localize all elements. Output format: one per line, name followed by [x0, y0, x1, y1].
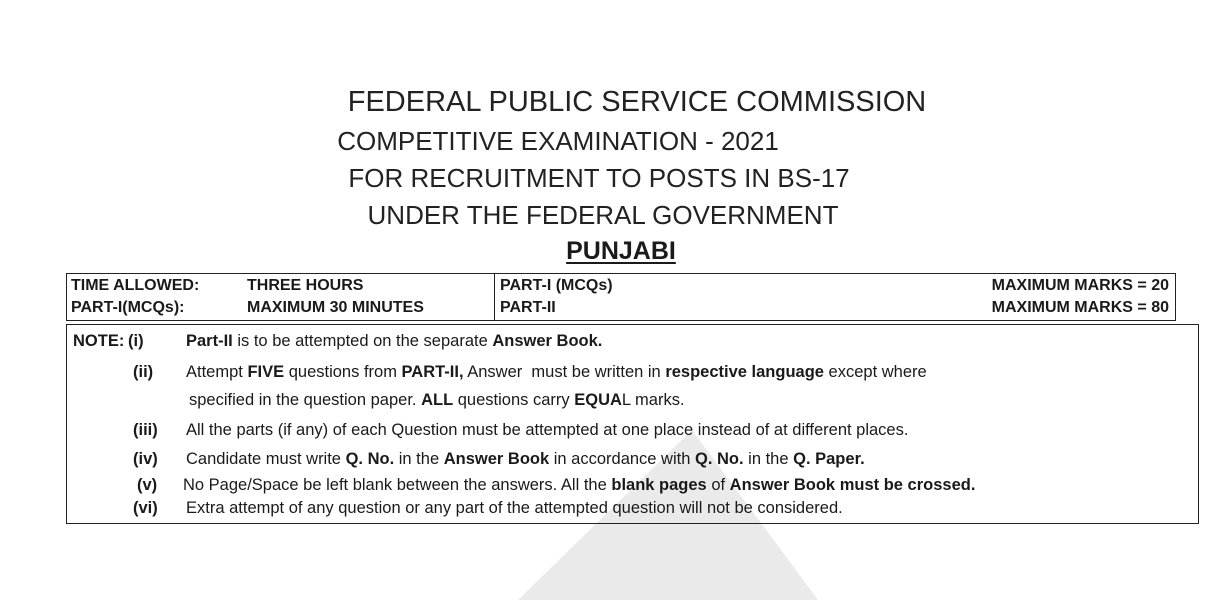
- emphasized-text: Answer Book: [443, 450, 550, 468]
- text-run: Candidate must write: [186, 450, 346, 468]
- emphasized-text: EQUA: [574, 391, 622, 409]
- text-run: of: [706, 476, 730, 494]
- note-item-text: [183, 476, 975, 495]
- note-item-number: (v): [137, 476, 158, 494]
- note-item-text: [186, 363, 927, 382]
- emphasized-text: Answer Book must be crossed.: [729, 476, 976, 494]
- text-run: in accordance with: [549, 450, 695, 468]
- text-run: except where: [823, 363, 927, 381]
- subject-title: PUNJABI: [566, 237, 676, 265]
- table-divider: [494, 274, 495, 320]
- part2-label: PART-II: [500, 299, 556, 316]
- text-run: in the: [394, 450, 444, 468]
- text-run: Extra attempt of any question or any part of the attempted question will not be considered.: [186, 499, 843, 517]
- emphasized-text: Q. No.: [694, 450, 744, 468]
- part1-time-value: MAXIMUM 30 MINUTES: [247, 299, 424, 316]
- note-item-text: [186, 332, 602, 351]
- time-allowed-label: TIME ALLOWED:: [71, 277, 200, 294]
- text-run: L marks.: [621, 391, 685, 409]
- part1-marks: MAXIMUM MARKS = 20: [991, 277, 1169, 294]
- emphasized-text: Part-II: [186, 332, 233, 350]
- note-item-number: (iii): [133, 421, 158, 439]
- time-allowed-value: THREE HOURS: [247, 277, 364, 294]
- emphasized-text: Q. Paper.: [793, 450, 865, 468]
- emphasized-text: FIVE: [247, 363, 285, 381]
- note-item-number: (i): [128, 332, 144, 350]
- part1-time-label: PART-I(MCQs):: [71, 299, 185, 316]
- text-run: in the: [743, 450, 794, 468]
- note-item-text-continued: [189, 391, 685, 410]
- text-run: questions carry: [453, 391, 575, 409]
- note-item-text: [186, 421, 908, 440]
- part1-label: PART-I (MCQs): [500, 277, 613, 294]
- exam-title: COMPETITIVE EXAMINATION - 2021: [337, 126, 779, 156]
- note-item-number: (vi): [133, 499, 158, 517]
- note-item-text: [186, 499, 843, 518]
- instructions-box: [66, 324, 1199, 524]
- note-item-number: (iv): [133, 450, 158, 468]
- note-label: NOTE:: [73, 332, 125, 350]
- note-item-number: (ii): [133, 363, 154, 381]
- emphasized-text: respective language: [665, 363, 824, 381]
- text-run: questions from: [284, 363, 402, 381]
- government-line: UNDER THE FEDERAL GOVERNMENT: [367, 200, 839, 230]
- text-run: is to be attempted on the separate: [232, 332, 493, 350]
- text-run: specified in the question paper.: [189, 391, 422, 409]
- emphasized-text: blank pages: [611, 476, 707, 494]
- recruitment-line: FOR RECRUITMENT TO POSTS IN BS-17: [348, 163, 850, 193]
- text-run: Attempt: [186, 363, 248, 381]
- emphasized-text: ALL: [421, 391, 454, 409]
- text-run: Answer must be written in: [463, 363, 666, 381]
- emphasized-text: Q. No.: [345, 450, 395, 468]
- part2-marks: MAXIMUM MARKS = 80: [991, 299, 1169, 316]
- note-item-text: [186, 450, 865, 469]
- text-run: All the parts (if any) of each Question must be attempted at one place instead of at different places.: [186, 421, 909, 439]
- text-run: No Page/Space be left blank between the answers. All the: [183, 476, 612, 494]
- emphasized-text: PART-II,: [401, 363, 464, 381]
- commission-title: FEDERAL PUBLIC SERVICE COMMISSION: [347, 86, 927, 118]
- exam-info-table: [66, 273, 1176, 321]
- emphasized-text: Answer Book.: [492, 332, 603, 350]
